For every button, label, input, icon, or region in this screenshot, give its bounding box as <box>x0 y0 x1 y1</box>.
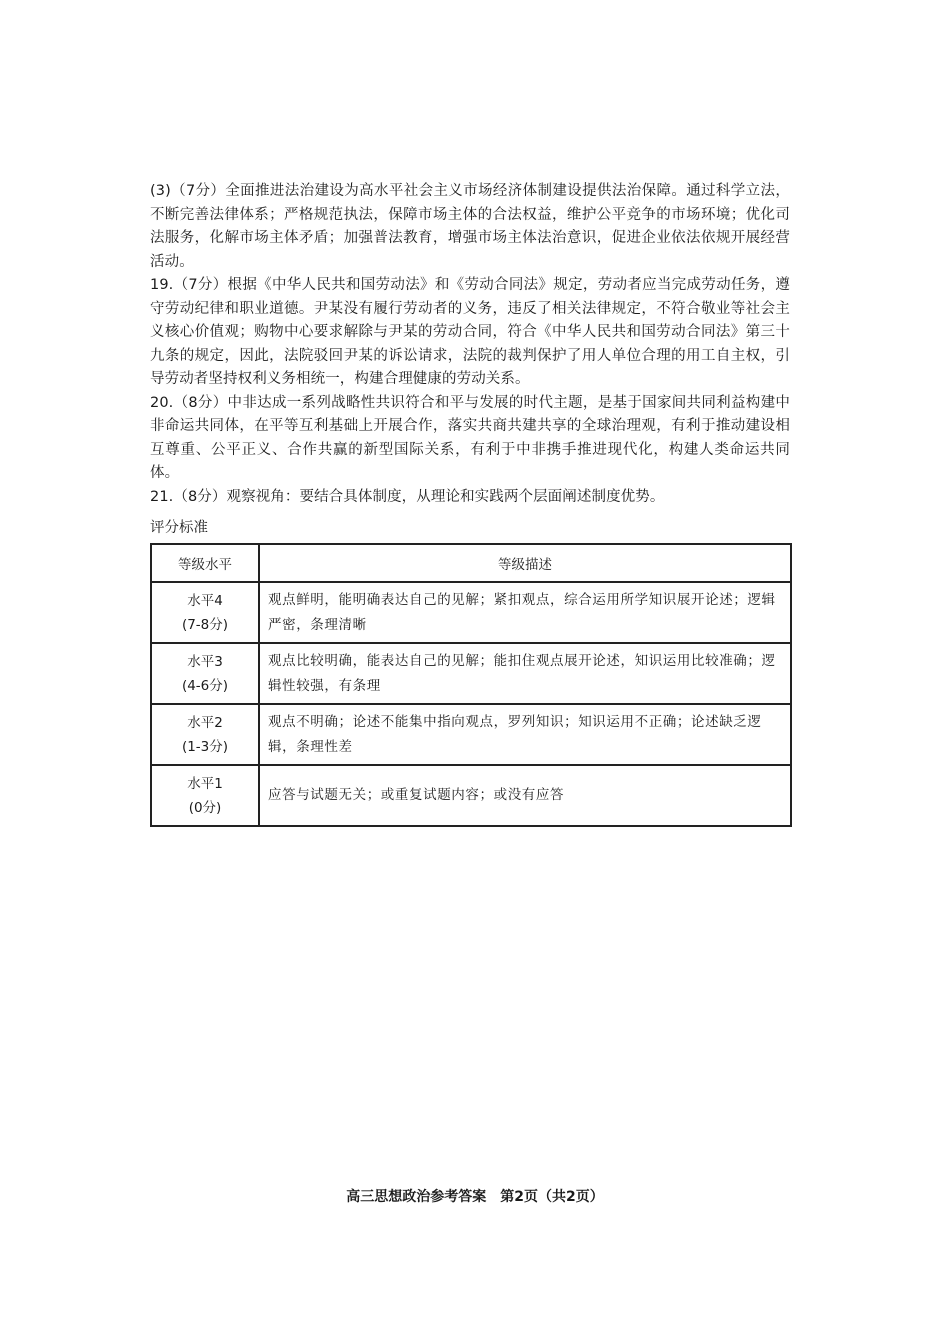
level-range: (1-3分) <box>181 738 229 755</box>
level-cell <box>151 704 259 765</box>
answer-21: 21.（8分）观察视角：要结合具体制度，从理论和实践两个层面阐述制度优势。 <box>150 488 665 505</box>
level-range: (0分) <box>188 799 222 816</box>
answer-content <box>150 180 790 827</box>
header-description: 等级描述 <box>259 544 791 582</box>
level-name: 水平2 <box>187 714 223 731</box>
answer-18-3: (3)（7分）全面推进法治建设为高水平社会主义市场经济体制建设提供法治保障。通过科学立法，不断完善法律体系；严格规范执法，保障市场主体的合法权益，维护公平竞争的市场环境；优化司法服务，化解市场主体矛盾；加强普法教育，增强市场主体法治意识，促进企业依法依规开展经营活动。 <box>150 183 790 270</box>
level-name: 水平4 <box>187 592 223 609</box>
level-range: (7-8分) <box>181 616 229 633</box>
table-row <box>151 643 791 704</box>
criteria-title: 评分标准 <box>150 520 208 536</box>
level-description: 观点鲜明，能明确表达自己的见解；紧扣观点，综合运用所学知识展开论述；逻辑严密，条理清晰 <box>259 582 791 643</box>
grading-table <box>150 543 792 827</box>
level-name: 水平1 <box>187 775 223 792</box>
table-header-row <box>151 544 791 582</box>
table-row <box>151 582 791 643</box>
page-footer: 高三思想政治参考答案 第2页（共2页） <box>346 1189 604 1205</box>
header-level: 等级水平 <box>151 544 259 582</box>
level-range: (4-6分) <box>181 677 229 694</box>
answer-20: 20.（8分）中非达成一系列战略性共识符合和平与发展的时代主题，是基于国家间共同利益构建中非命运共同体，在平等互利基础上开展合作，落实共商共建共享的全球治理观，有利于推动建设相互尊重、公平正义、合作共赢的新型国际关系，有利于中非携手推进现代化，构建人类命运共同体。 <box>150 394 790 481</box>
table-row <box>151 704 791 765</box>
level-name: 水平3 <box>187 653 223 670</box>
level-description: 观点比较明确，能表达自己的见解；能扣住观点展开论述，知识运用比较准确；逻辑性较强，有条理 <box>259 643 791 704</box>
level-description: 应答与试题无关；或重复试题内容；或没有应答 <box>259 765 791 826</box>
table-row <box>151 765 791 826</box>
level-cell <box>151 582 259 643</box>
level-cell <box>151 643 259 704</box>
level-cell <box>151 765 259 826</box>
answer-19: 19.（7分）根据《中华人民共和国劳动法》和《劳动合同法》规定，劳动者应当完成劳动任务，遵守劳动纪律和职业道德。尹某没有履行劳动者的义务，违反了相关法律规定，不符合敬业等社会主义核心价值观；购物中心要求解除与尹某的劳动合同，符合《中华人民共和国劳动合同法》第三十九条的规定，因此，法院驳回尹某的诉讼请求，法院的裁判保护了用人单位合理的用工自主权，引导劳动者坚持权利义务相统一，构建合理健康的劳动关系。 <box>150 277 790 387</box>
level-description: 观点不明确；论述不能集中指向观点，罗列知识；知识运用不正确；论述缺乏逻辑，条理性差 <box>259 704 791 765</box>
